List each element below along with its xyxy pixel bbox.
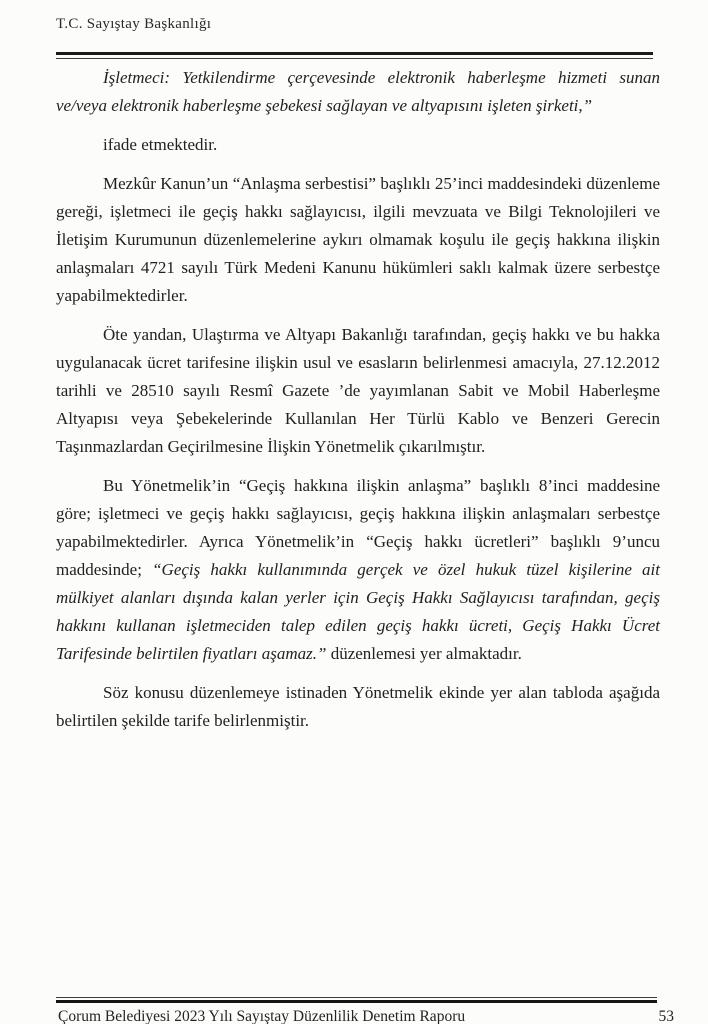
yonetmelik-quoted-text: “Geçiş hakkı kullanımında gerçek ve özel hukuk tüzel kişilerine ait mülkiyet alanları dışında kalan yerler için Geçiş Hakkı Sağlayıcısı tarafından, geçiş hakkını kullanan işletmeciden talep edilen geçiş hakkı ücreti, Geçiş Hakkı Ücret Tarifesinde belirtilen fiyatları aşamaz.” (56, 560, 660, 663)
yonetmelik-text-part1: Bu Yönetmelik’in “Geçiş hakkına ilişkin anlaşma” başlıklı 8’inci maddesine göre; işletmeci ve geçiş hakkı sağlayıcısı, geçiş hakkına ilişkin anlaşmaları serbestçe yapabilmektedirler. Ayrıca Yönetmelik’in “Geçiş hakkı ücretleri” başlıklı 9’uncu maddesinde; (56, 476, 660, 579)
header-divider (56, 52, 653, 59)
after-quote-line: ifade etmektedir. (103, 135, 218, 154)
footer-divider (56, 997, 657, 1003)
page-header (56, 16, 211, 33)
paragraph-yonetmelik (56, 472, 660, 668)
paragraph-mezkur-kanun: Mezkûr Kanun’un “Anlaşma serbestisi” başlıklı 25’inci maddesindeki düzenleme gereği, işletmeci ile geçiş hakkı sağlayıcısı, ilgili mevzuata ve Bilgi Teknolojileri ve İletişim Kurumunun düzenlemelerine aykırı olmamak koşulu ile geçiş hakkına ilişkin anlaşmaları 4721 sayılı Türk Medeni Kanunu hükümleri saklı kalmak üzere serbestçe yapabilmektedirler. (56, 174, 660, 305)
footer-page-number: 53 (658, 1008, 674, 1024)
page-footer (58, 1007, 680, 1024)
yonetmelik-text-part2: düzenlemesi yer almaktadır. (330, 644, 522, 663)
quoted-definition-paragraph: İşletmeci: Yetkilendirme çerçevesinde elektronik haberleşme hizmeti sunan ve/veya elektronik haberleşme şebekesi sağlayan ve altyapısını işleten şirketi,” (56, 68, 660, 115)
footer-report-title: Çorum Belediyesi 2023 Yılı Sayıştay Düzenlilik Denetim Raporu (58, 1008, 466, 1024)
paragraph-soz-konusu: Söz konusu düzenlemeye istinaden Yönetmelik ekinde yer alan tabloda aşağıda belirtilen şekilde tarife belirlenmiştir. (56, 683, 660, 730)
header-title: T.C. Sayıştay Başkanlığı (56, 16, 212, 32)
document-body (56, 64, 660, 746)
paragraph-ote-yandan: Öte yandan, Ulaştırma ve Altyapı Bakanlığı tarafından, geçiş hakkı ve bu hakka uygulanacak ücret tarifesine ilişkin usul ve esasların belirlenmesi amacıyla, 27.12.2012 tarihli ve 28510 sayılı Resmî Gazete ’de yayımlanan Sabit ve Mobil Haberleşme Altyapısı veya Şebekelerinde Kullanılan Her Türlü Kablo ve Benzeri Gerecin Taşınmazlardan Geçirilmesine İlişkin Yönetmelik çıkarılmıştır. (56, 325, 660, 456)
